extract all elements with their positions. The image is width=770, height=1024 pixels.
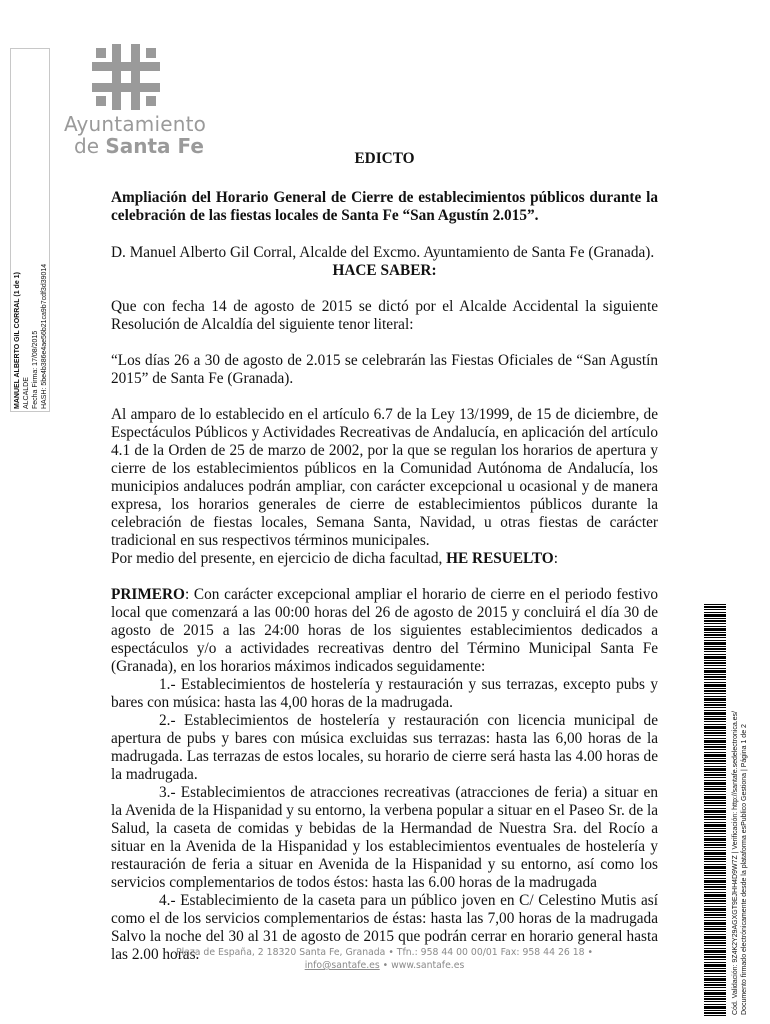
validation-page-info: Documento firmado electrónicamente desde la plataforma esPublico Gestiona | Página 1 de 2 <box>741 724 748 1015</box>
validation-code: Cód. Validación: 9Z4K2Y29AGXGT9EJHH4D9W7Z | Verificación: http://santafe.sedelectronica.es/ <box>732 710 739 1015</box>
signature-date: Fecha Firma: 17/08/2015 <box>32 330 39 409</box>
list-item-1: 1.- Establecimientos de hostelería y restauración y sus terrazas, excepto pubs y bares con música: hasta las 4,00 horas de la madrugada. <box>111 676 658 711</box>
document-subject: Ampliación del Horario General de Cierre de establecimientos públicos durante la celebración de las fiestas locales de Santa Fe “San Agustín 2.015”. <box>111 189 658 224</box>
logo-text-ayuntamiento: Ayuntamiento <box>64 112 207 136</box>
list-item-2: 2.- Establecimientos de hostelería y restauración con licencia municipal de apertura de pubs y bares con música excluidas sus terrazas: hasta las 6,00 horas de la madrugada. Las terrazas de estos locales, su horario de cierre será hasta las 4.00 horas de la madrugada. <box>111 712 658 783</box>
page-footer <box>111 946 658 972</box>
ayuntamiento-logo <box>60 40 210 160</box>
logo-text-santa-fe: de Santa Fe <box>74 134 204 158</box>
footer-contact: info@santafe.es • www.santafe.es <box>304 960 465 971</box>
signer-role: ALCALDE <box>23 377 30 409</box>
edict-body <box>111 150 658 964</box>
signature-hash: HASH: 5be4b386e4ae56b21ca9b7cdf3d39014 <box>41 263 48 409</box>
paragraph-resolution: Que con fecha 14 de agosto de 2015 se dictó por el Alcalde Accidental la siguiente Resolución de Alcaldía del siguiente tenor literal: <box>111 298 658 333</box>
signature-stamp <box>10 48 50 412</box>
list-item-3: 3.- Establecimientos de atracciones recreativas (atracciones de feria) a situar en la Avenida de la Hispanidad y su entorno, la verbena popular a situar en el Paseo Sr. de la Salud, la caseta de comidas y bebidas de la Hermandad de Nuestra Sra. del Rocío a situar en la Avenida de la Hispanidad y los establecimientos eventuales de hostelería y restauración de feria a situar en Avenida de la Hispanidad y su entorno, así como los servicios complementarios de todos éstos: hasta las 6.00 horas de la madrugada <box>111 784 658 891</box>
paragraph-fiestas: “Los días 26 a 30 de agosto de 2.015 se celebrarán las Fiestas Oficiales de “San Agustín 2015” de Santa Fe (Granada). <box>111 352 658 387</box>
footer-address: Plaza de España, 2 18320 Santa Fe, Granada • Tfn.: 958 44 00 00/01 Fax: 958 44 26 18 • <box>176 947 593 958</box>
validation-text <box>731 605 755 1015</box>
signature-text <box>13 69 49 409</box>
list-item-4: 4.- Establecimiento de la caseta para un público joven en C/ Celestino Mutis así como el de los servicios complementarios de éstas: hasta las 7,00 horas de la madrugada Salvo la noche del 30 al 31 de agosto de 2015 que podrán cerrar en horario general hasta las 2.00 horas. <box>111 892 658 963</box>
validation-barcode <box>704 604 726 1016</box>
email-link[interactable]: info@santafe.es <box>304 960 380 971</box>
paragraph-resuelto: Por medio del presente, en ejercicio de dicha facultad, HE RESUELTO: <box>111 550 558 567</box>
primero-label: PRIMERO <box>111 586 185 603</box>
hace-saber-heading: HACE SABER: <box>332 262 437 279</box>
intro-paragraph: D. Manuel Alberto Gil Corral, Alcalde del Excmo. Ayuntamiento de Santa Fe (Granada). <box>111 244 655 261</box>
paragraph-legal-basis: Al amparo de lo establecido en el artículo 6.7 de la Ley 13/1999, de 15 de diciembre, de Espectáculos Públicos y Actividades Recreativas de Andalucía, en aplicación del artículo 4.1 de la Orden de 25 de marzo de 2002, por la que se regulan los horarios de apertura y cierre de los establecimientos públicos en la Comunidad Autónoma de Andalucía, los municipios andaluces podrán ampliar, con carácter excepcional u ocasional y de manera expresa, los horarios generales de cierre de establecimientos públicos durante la celebración de fiestas locales, Semana Santa, Navidad, u otras fiestas de carácter tradicional en sus respectivos términos municipales. <box>111 406 658 549</box>
document-title: EDICTO <box>354 150 415 167</box>
paragraph-primero: PRIMERO: Con carácter excepcional ampliar el horario de cierre en el periodo festivo local que comenzará a las 00:00 horas del 26 de agosto de 2015 y concluirá el día 30 de agosto de 2015 a las 24:00 horas de los siguientes establecimientos dedicados a espectáculos y/o a actividades recreativas dentro del Término Municipal Santa Fe (Granada), en los horarios máximos indicados seguidamente: <box>111 586 658 675</box>
signer-name: MANUEL ALBERTO GIL CORRAL (1 de 1) <box>14 272 21 409</box>
santa-fe-emblem-icon <box>92 44 160 110</box>
